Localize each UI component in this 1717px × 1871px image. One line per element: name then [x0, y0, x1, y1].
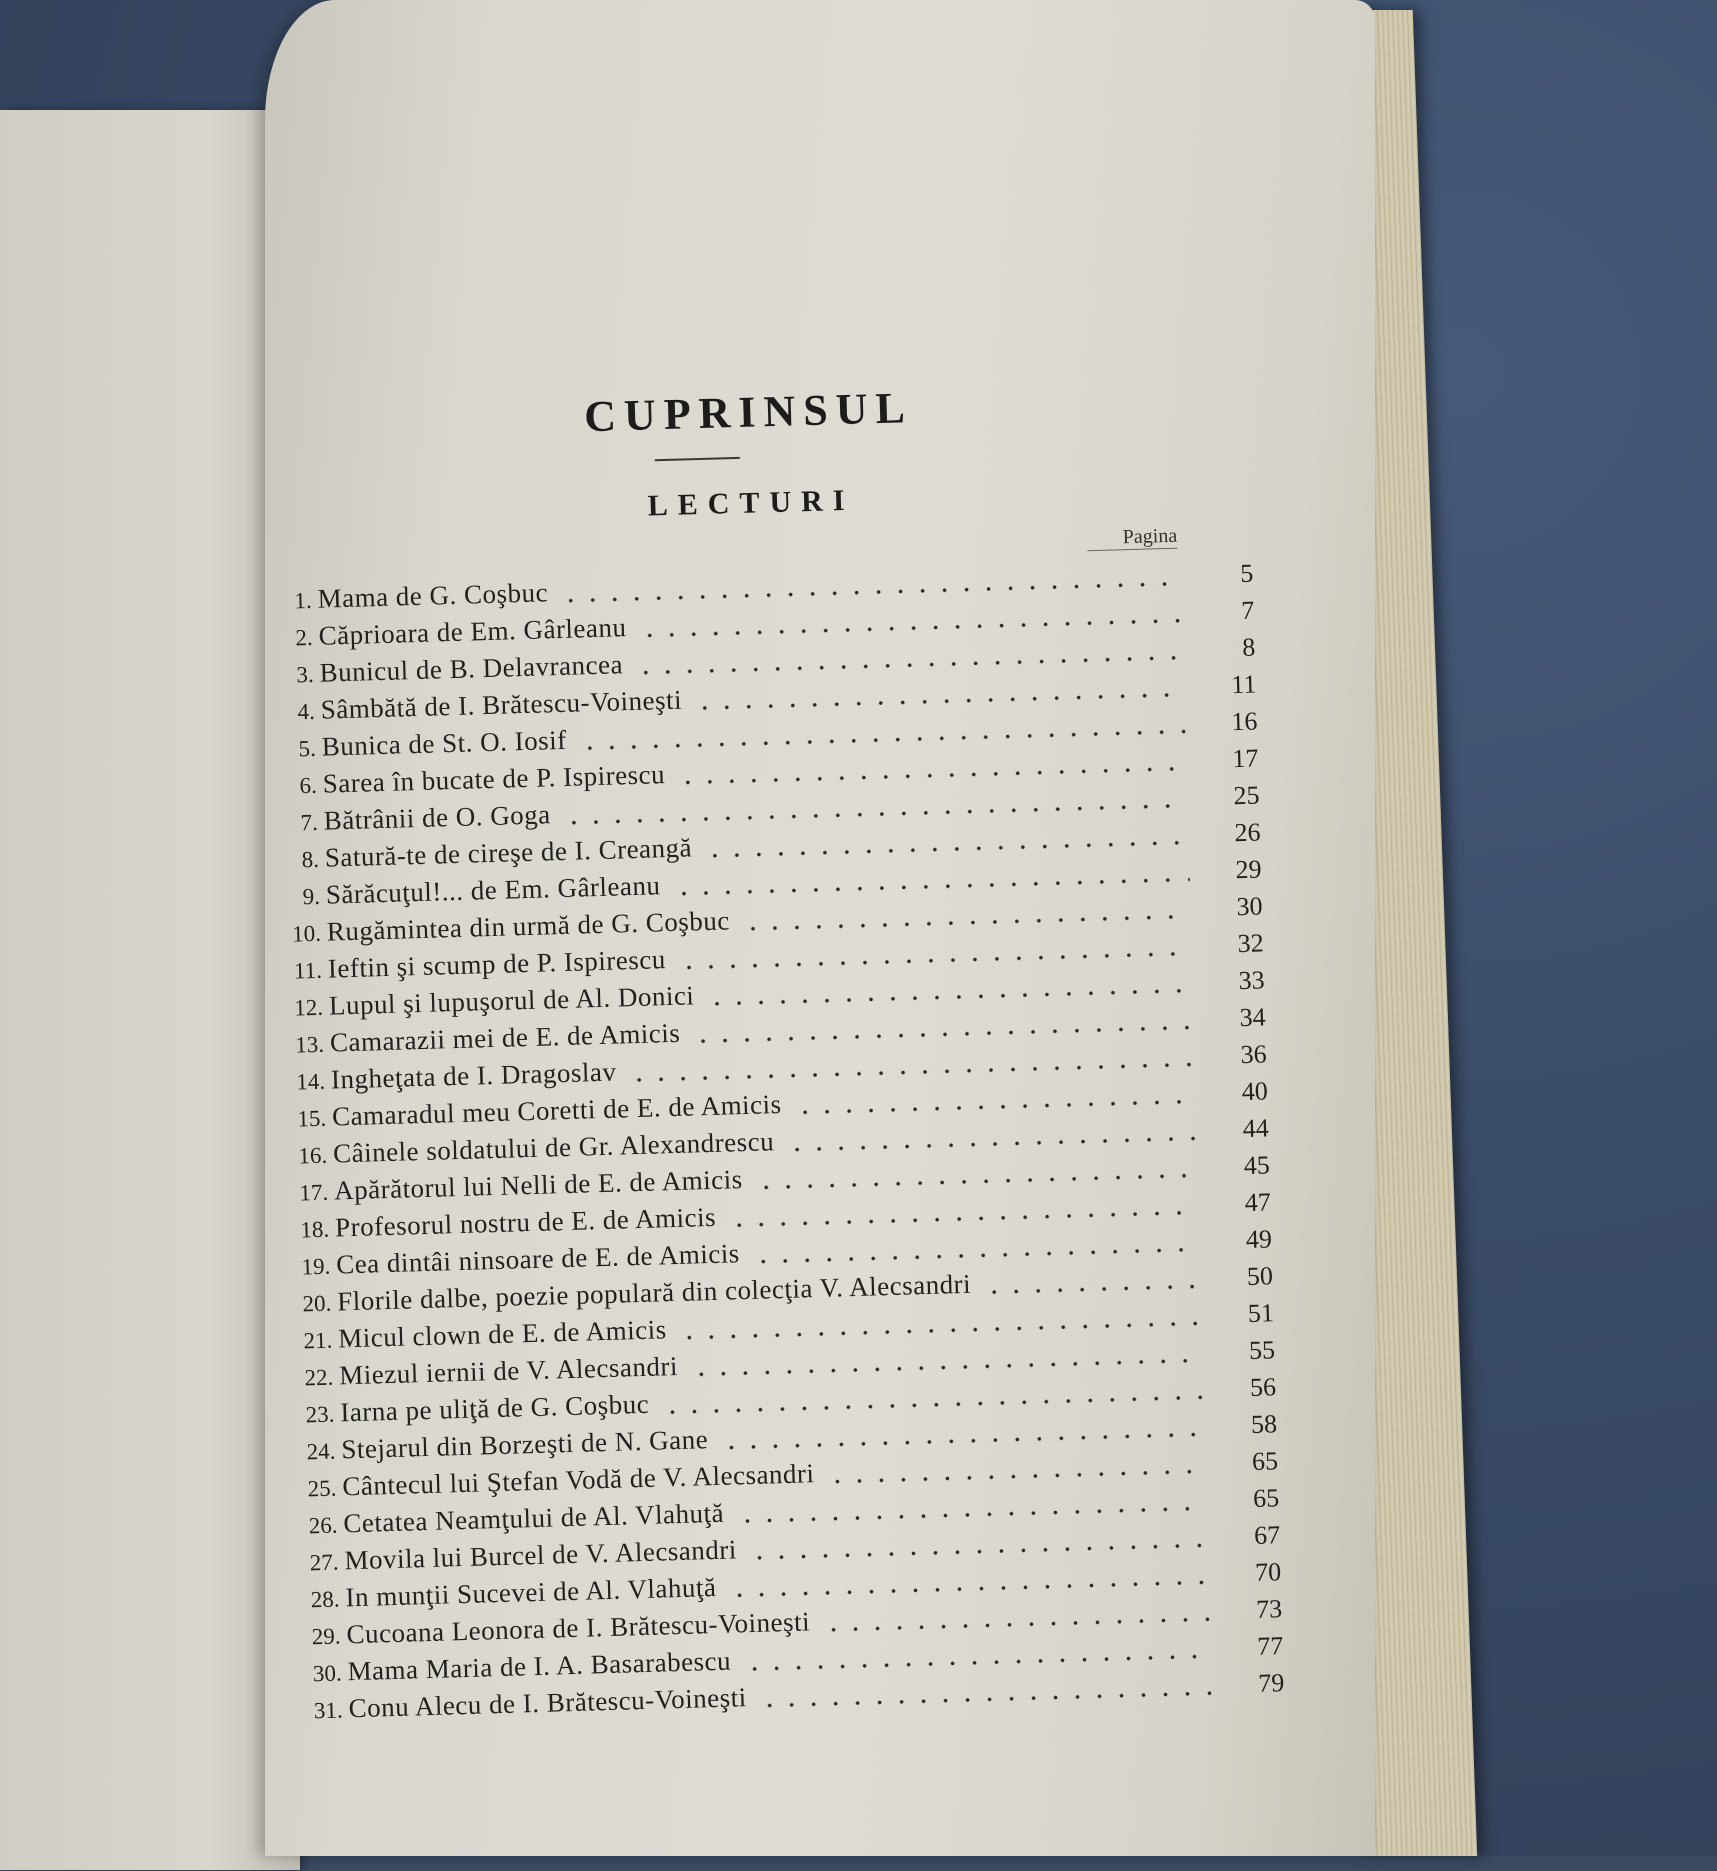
toc-entry-title: Micul clown de E. de Amicis: [337, 1314, 668, 1354]
dot-leader: [706, 988, 1192, 1006]
toc-entry-title: Mama Maria de I. A. Basarabescu: [347, 1645, 732, 1687]
toc-entry-number: 27.: [309, 1549, 339, 1576]
dot-leader: [752, 1247, 1200, 1264]
toc-entry-number: 10.: [291, 920, 322, 947]
toc-entry-title: Sarea în bucate de P. Ispirescu: [322, 759, 666, 799]
toc-entry-title: Cetatea Neamţului de Al. Vlahuţă: [343, 1497, 725, 1539]
toc-entry-number: 17.: [299, 1179, 329, 1206]
toc-entry-title: Cântecul lui Ştefan Vodă de V. Alecsandri: [341, 1458, 815, 1502]
toc-entry-title: Camarazii mei de E. de Amicis: [329, 1017, 681, 1058]
dot-leader: [692, 1025, 1194, 1043]
dot-leader: [677, 766, 1187, 784]
dot-leader: [635, 655, 1184, 674]
toc-entry-number: 9.: [302, 883, 321, 910]
toc-entry-title: Sărăcuţul!... de Em. Gârleanu: [325, 870, 661, 910]
toc-entry-title: Bunica de St. O. Iosif: [321, 724, 568, 762]
toc-entry-title: Profesorul nostru de E. de Amicis: [334, 1201, 717, 1243]
toc-entry-title: Rugămintea din urmă de G. Coşbuc: [326, 905, 731, 947]
dot-leader: [673, 877, 1190, 895]
title-divider: [655, 457, 740, 461]
toc-entry-title: Stejarul din Borzeşti de N. Gane: [340, 1424, 709, 1465]
dot-leader: [786, 1136, 1197, 1151]
toc-entry-page: 30: [1236, 891, 1263, 922]
toc-entry-page: 29: [1235, 854, 1262, 885]
dot-leader: [720, 1432, 1205, 1450]
toc-entry-number: 3.: [296, 661, 315, 688]
toc-entry-title: Ingheţata de I. Dragoslav: [330, 1056, 617, 1095]
toc-entry-page: 56: [1249, 1372, 1277, 1402]
toc-entry-title: Bunicul de B. Delavrancea: [319, 649, 624, 688]
toc-entry-number: 28.: [310, 1586, 340, 1613]
toc-entry-number: 5.: [298, 735, 317, 762]
dot-leader: [742, 914, 1191, 931]
toc-list: [253, 558, 1285, 1732]
toc-entry-page: 40: [1241, 1076, 1269, 1107]
toc-entry-page: 33: [1238, 965, 1266, 996]
toc-entry-number: 19.: [301, 1253, 331, 1280]
dot-leader: [694, 692, 1184, 710]
dot-leader: [728, 1210, 1199, 1227]
toc-entry-title: Apărătorul lui Nelli de E. de Amicis: [333, 1164, 744, 1206]
toc-entry-title: Iarna pe uliţă de G. Coşbuc: [339, 1388, 650, 1428]
dot-leader: [661, 1395, 1204, 1414]
toc-entry-number: 20.: [302, 1290, 332, 1317]
toc-entry-page: 65: [1252, 1483, 1280, 1513]
page-title: CUPRINSUL: [583, 383, 914, 442]
toc-entry-title: Ieftin şi scump de P. Ispirescu: [327, 944, 667, 984]
toc-entry-page: 34: [1239, 1002, 1267, 1033]
toc-entry-number: 13.: [294, 1031, 325, 1058]
dot-leader: [736, 1506, 1207, 1523]
toc-entry-number: 29.: [311, 1623, 341, 1650]
toc-entry-page: 7: [1240, 595, 1255, 625]
dot-leader: [678, 951, 1192, 969]
toc-entry-page: 65: [1251, 1446, 1279, 1476]
dot-leader: [759, 1691, 1213, 1708]
toc-entry-page: 5: [1239, 558, 1254, 588]
toc-entry-page: 25: [1233, 780, 1260, 811]
toc-entry-number: 8.: [301, 846, 320, 873]
toc-entry-page: 45: [1243, 1150, 1271, 1181]
toc-entry-page: 36: [1240, 1039, 1268, 1070]
toc-entry-page: 16: [1230, 706, 1258, 737]
table-of-contents: [237, 0, 1398, 1871]
dot-leader: [704, 840, 1189, 858]
toc-entry-number: 18.: [300, 1216, 330, 1243]
toc-entry-page: 55: [1248, 1335, 1276, 1366]
toc-entry-title: Bătrânii de O. Goga: [323, 799, 552, 836]
toc-entry-title: Cea dintâi ninsoare de E. de Amicis: [335, 1238, 741, 1280]
toc-entry-number: 30.: [312, 1660, 342, 1687]
dot-leader: [822, 1617, 1210, 1632]
toc-entry-page: 51: [1247, 1298, 1275, 1329]
toc-entry-number: 14.: [295, 1068, 326, 1095]
dot-leader: [743, 1654, 1211, 1671]
page-column-label: Pagina: [1087, 525, 1178, 552]
toc-entry-page: 73: [1255, 1594, 1283, 1624]
section-title: LECTURI: [647, 483, 855, 523]
toc-entry-number: 2.: [295, 624, 314, 651]
dot-leader: [749, 1543, 1208, 1560]
toc-entry-number: 16.: [298, 1142, 328, 1169]
toc-entry-page: 50: [1246, 1261, 1274, 1292]
toc-entry-title: Lupul şi lupuşorul de Al. Donici: [328, 980, 695, 1021]
toc-entry-number: 24.: [306, 1438, 336, 1465]
toc-entry-title: Căprioara de Em. Gârleanu: [318, 612, 627, 651]
toc-entry-title: Cucoana Leonora de I. Brătescu-Voineşti: [346, 1606, 811, 1650]
toc-entry-number: 15.: [297, 1105, 327, 1132]
toc-entry-title: Miezul iernii de V. Alecsandri: [338, 1350, 679, 1391]
toc-entry-number: 7.: [300, 809, 319, 836]
toc-entry-page: 8: [1241, 632, 1256, 662]
toc-entry-page: 44: [1242, 1113, 1270, 1144]
toc-entry-number: 6.: [299, 772, 318, 799]
toc-entry-number: 1.: [294, 587, 312, 614]
toc-entry-number: 31.: [313, 1697, 343, 1724]
dot-leader: [983, 1284, 1201, 1294]
toc-entry-page: 70: [1254, 1557, 1282, 1587]
toc-entry-title: Câinele soldatului de Gr. Alexandrescu: [332, 1126, 775, 1169]
toc-entry-number: 21.: [303, 1327, 333, 1354]
right-page: [265, 0, 1375, 1856]
toc-entry-page: 77: [1256, 1631, 1284, 1661]
toc-entry-number: 26.: [308, 1512, 338, 1539]
toc-entry-number: 4.: [297, 698, 316, 725]
toc-entry-page: 11: [1230, 669, 1257, 700]
toc-entry-title: In munţii Sucevei de Al. Vlahuţă: [345, 1571, 717, 1613]
toc-entry-title: Mama de G. Coşbuc: [317, 577, 549, 614]
toc-entry-title: Florile dalbe, poezie populară din colecţia V. Alecsandri: [336, 1268, 972, 1317]
toc-entry-number: 23.: [305, 1401, 335, 1428]
toc-entry-page: 17: [1232, 743, 1259, 774]
toc-entry-page: 32: [1237, 928, 1264, 959]
dot-leader: [639, 618, 1183, 637]
dot-leader: [628, 1062, 1195, 1082]
toc-entry-title: Movila lui Burcel de V. Alecsandri: [344, 1534, 738, 1576]
dot-leader: [690, 1358, 1203, 1376]
toc-entry-number: 22.: [304, 1364, 334, 1391]
toc-entry-title: Conu Alecu de I. Brătescu-Voineşti: [348, 1682, 748, 1724]
toc-entry-title: Satură-te de cireşe de I. Creangă: [324, 832, 693, 873]
dot-leader: [679, 1321, 1202, 1340]
toc-entry-page: 67: [1253, 1520, 1281, 1550]
dot-leader: [794, 1099, 1196, 1114]
dot-leader: [728, 1580, 1209, 1597]
toc-entry-number: 12.: [293, 994, 324, 1021]
dot-leader: [755, 1173, 1198, 1189]
toc-entry-number: 25.: [307, 1475, 337, 1502]
toc-entry-page: 47: [1244, 1187, 1272, 1218]
toc-entry-page: 58: [1250, 1409, 1278, 1439]
toc-entry-page: 26: [1234, 817, 1261, 848]
toc-entry-title: Camaradul meu Coretti de E. de Amicis: [331, 1088, 782, 1132]
dot-leader: [827, 1469, 1207, 1484]
toc-entry-title: Sâmbătă de I. Brătescu-Voineşti: [320, 684, 683, 725]
toc-entry-page: 79: [1257, 1668, 1285, 1698]
toc-entry-page: 49: [1245, 1224, 1273, 1255]
toc-entry-number: 11.: [293, 957, 323, 984]
